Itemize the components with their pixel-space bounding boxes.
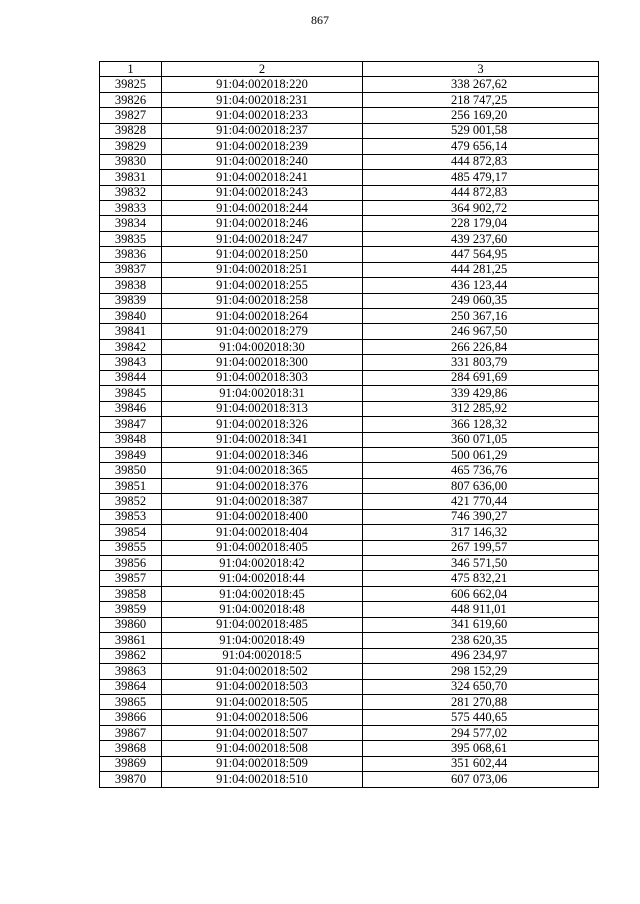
row-number-cell: 39838: [100, 278, 162, 293]
table-row: [100, 447, 599, 462]
table-row: [100, 694, 599, 709]
cadastral-value-cell: 439 237,60: [363, 231, 599, 246]
row-number-cell: 39837: [100, 262, 162, 277]
table-row: [100, 278, 599, 293]
table-row: [100, 339, 599, 354]
cadastral-number-cell: 91:04:002018:243: [162, 185, 363, 200]
cadastral-value-cell: 475 832,21: [363, 571, 599, 586]
cadastral-value-cell: 249 060,35: [363, 293, 599, 308]
row-number-cell: 39856: [100, 556, 162, 571]
cadastral-number-cell: 91:04:002018:376: [162, 478, 363, 493]
page-number: 867: [311, 13, 329, 27]
table-row: [100, 77, 599, 92]
cadastral-number-cell: 91:04:002018:45: [162, 586, 363, 601]
column-header-cadastral: 2: [162, 62, 363, 77]
cadastral-value-cell: 444 872,83: [363, 185, 599, 200]
cadastral-number-cell: 91:04:002018:404: [162, 525, 363, 540]
table-row: [100, 617, 599, 632]
row-number-cell: 39851: [100, 478, 162, 493]
cadastral-number-cell: 91:04:002018:508: [162, 741, 363, 756]
cadastral-number-cell: 91:04:002018:346: [162, 447, 363, 462]
cadastral-number-cell: 91:04:002018:303: [162, 370, 363, 385]
cadastral-number-cell: 91:04:002018:44: [162, 571, 363, 586]
table-row: [100, 432, 599, 447]
cadastral-value-cell: 281 270,88: [363, 694, 599, 709]
row-number-cell: 39868: [100, 741, 162, 756]
cadastral-value-cell: 324 650,70: [363, 679, 599, 694]
cadastral-value-cell: 364 902,72: [363, 200, 599, 215]
cadastral-number-cell: 91:04:002018:240: [162, 154, 363, 169]
table-row: [100, 509, 599, 524]
row-number-cell: 39842: [100, 339, 162, 354]
table-row: [100, 494, 599, 509]
row-number-cell: 39861: [100, 633, 162, 648]
cadastral-number-cell: 91:04:002018:233: [162, 108, 363, 123]
cadastral-value-cell: 339 429,86: [363, 386, 599, 401]
cadastral-value-cell: 338 267,62: [363, 77, 599, 92]
row-number-cell: 39846: [100, 401, 162, 416]
table-row: [100, 478, 599, 493]
row-number-cell: 39831: [100, 170, 162, 185]
table-row: [100, 401, 599, 416]
cadastral-value-cell: 228 179,04: [363, 216, 599, 231]
table-row: [100, 664, 599, 679]
cadastral-number-cell: 91:04:002018:258: [162, 293, 363, 308]
table-row: [100, 231, 599, 246]
cadastral-number-cell: 91:04:002018:239: [162, 139, 363, 154]
cadastral-number-cell: 91:04:002018:247: [162, 231, 363, 246]
table-row: [100, 540, 599, 555]
row-number-cell: 39867: [100, 725, 162, 740]
table-row: [100, 309, 599, 324]
cadastral-value-cell: 346 571,50: [363, 556, 599, 571]
cadastral-number-cell: 91:04:002018:5: [162, 648, 363, 663]
row-number-cell: 39832: [100, 185, 162, 200]
cadastral-value-cell: 360 071,05: [363, 432, 599, 447]
cadastral-value-cell: 256 169,20: [363, 108, 599, 123]
row-number-cell: 39849: [100, 447, 162, 462]
table-row: [100, 247, 599, 262]
row-number-cell: 39870: [100, 772, 162, 787]
cadastral-value-cell: 496 234,97: [363, 648, 599, 663]
cadastral-value-cell: 284 691,69: [363, 370, 599, 385]
cadastral-number-cell: 91:04:002018:365: [162, 463, 363, 478]
table-row: [100, 772, 599, 787]
table-row: [100, 262, 599, 277]
row-number-cell: 39869: [100, 756, 162, 771]
cadastral-value-cell: 575 440,65: [363, 710, 599, 725]
table-row: [100, 633, 599, 648]
cadastral-number-cell: 91:04:002018:241: [162, 170, 363, 185]
column-header-value: 3: [363, 62, 599, 77]
cadastral-number-cell: 91:04:002018:505: [162, 694, 363, 709]
table-row: [100, 170, 599, 185]
row-number-cell: 39865: [100, 694, 162, 709]
cadastral-number-cell: 91:04:002018:220: [162, 77, 363, 92]
table-row: [100, 92, 599, 107]
cadastral-number-cell: 91:04:002018:279: [162, 324, 363, 339]
cadastral-value-cell: 395 068,61: [363, 741, 599, 756]
table-row: [100, 463, 599, 478]
cadastral-value-cell: 606 662,04: [363, 586, 599, 601]
row-number-cell: 39827: [100, 108, 162, 123]
cadastral-value-cell: 485 479,17: [363, 170, 599, 185]
row-number-cell: 39828: [100, 123, 162, 138]
cadastral-number-cell: 91:04:002018:485: [162, 617, 363, 632]
row-number-cell: 39859: [100, 602, 162, 617]
row-number-cell: 39836: [100, 247, 162, 262]
table-row: [100, 139, 599, 154]
cadastral-value-cell: 444 281,25: [363, 262, 599, 277]
row-number-cell: 39830: [100, 154, 162, 169]
table-row: [100, 386, 599, 401]
cadastral-value-cell: 312 285,92: [363, 401, 599, 416]
row-number-cell: 39862: [100, 648, 162, 663]
cadastral-number-cell: 91:04:002018:48: [162, 602, 363, 617]
row-number-cell: 39854: [100, 525, 162, 540]
row-number-cell: 39835: [100, 231, 162, 246]
table-row: [100, 571, 599, 586]
cadastral-number-cell: 91:04:002018:503: [162, 679, 363, 694]
cadastral-value-cell: 448 911,01: [363, 602, 599, 617]
row-number-cell: 39841: [100, 324, 162, 339]
row-number-cell: 39852: [100, 494, 162, 509]
table-row: [100, 679, 599, 694]
cadastral-value-cell: 267 199,57: [363, 540, 599, 555]
cadastral-number-cell: 91:04:002018:405: [162, 540, 363, 555]
cadastral-number-cell: 91:04:002018:510: [162, 772, 363, 787]
table-row: [100, 185, 599, 200]
cadastral-number-cell: 91:04:002018:42: [162, 556, 363, 571]
row-number-cell: 39825: [100, 77, 162, 92]
table-row: [100, 123, 599, 138]
row-number-cell: 39863: [100, 664, 162, 679]
table-row: [100, 293, 599, 308]
row-number-cell: 39833: [100, 200, 162, 215]
table-header-row: [100, 62, 599, 77]
cadastral-value-cell: 436 123,44: [363, 278, 599, 293]
row-number-cell: 39839: [100, 293, 162, 308]
cadastral-value-cell: 746 390,27: [363, 509, 599, 524]
cadastral-value-cell: 246 967,50: [363, 324, 599, 339]
row-number-cell: 39840: [100, 309, 162, 324]
row-number-cell: 39834: [100, 216, 162, 231]
cadastral-number-cell: 91:04:002018:313: [162, 401, 363, 416]
table-row: [100, 154, 599, 169]
cadastral-number-cell: 91:04:002018:502: [162, 664, 363, 679]
cadastral-number-cell: 91:04:002018:31: [162, 386, 363, 401]
cadastral-number-cell: 91:04:002018:255: [162, 278, 363, 293]
cadastral-number-cell: 91:04:002018:49: [162, 633, 363, 648]
cadastral-number-cell: 91:04:002018:507: [162, 725, 363, 740]
table-row: [100, 525, 599, 540]
table-row: [100, 200, 599, 215]
table-row: [100, 324, 599, 339]
row-number-cell: 39860: [100, 617, 162, 632]
cadastral-value-cell: 366 128,32: [363, 417, 599, 432]
row-number-cell: 39847: [100, 417, 162, 432]
cadastral-number-cell: 91:04:002018:244: [162, 200, 363, 215]
row-number-cell: 39826: [100, 92, 162, 107]
row-number-cell: 39848: [100, 432, 162, 447]
table-row: [100, 417, 599, 432]
cadastral-number-cell: 91:04:002018:341: [162, 432, 363, 447]
table-row: [100, 710, 599, 725]
row-number-cell: 39843: [100, 355, 162, 370]
cadastral-value-cell: 294 577,02: [363, 725, 599, 740]
cadastral-number-cell: 91:04:002018:387: [162, 494, 363, 509]
cadastral-value-cell: 238 620,35: [363, 633, 599, 648]
row-number-cell: 39864: [100, 679, 162, 694]
row-number-cell: 39844: [100, 370, 162, 385]
cadastral-number-cell: 91:04:002018:326: [162, 417, 363, 432]
cadastral-value-cell: 479 656,14: [363, 139, 599, 154]
cadastral-value-cell: 444 872,83: [363, 154, 599, 169]
cadastral-number-cell: 91:04:002018:250: [162, 247, 363, 262]
cadastral-number-cell: 91:04:002018:400: [162, 509, 363, 524]
cadastral-value-cell: 266 226,84: [363, 339, 599, 354]
table-row: [100, 725, 599, 740]
cadastral-value-cell: 341 619,60: [363, 617, 599, 632]
cadastral-number-cell: 91:04:002018:30: [162, 339, 363, 354]
cadastral-value-cell: 218 747,25: [363, 92, 599, 107]
cadastral-number-cell: 91:04:002018:246: [162, 216, 363, 231]
cadastral-value-cell: 298 152,29: [363, 664, 599, 679]
row-number-cell: 39845: [100, 386, 162, 401]
table-row: [100, 556, 599, 571]
table-row: [100, 586, 599, 601]
cadastral-number-cell: 91:04:002018:251: [162, 262, 363, 277]
cadastral-value-cell: 351 602,44: [363, 756, 599, 771]
table-row: [100, 108, 599, 123]
row-number-cell: 39853: [100, 509, 162, 524]
cadastral-number-cell: 91:04:002018:300: [162, 355, 363, 370]
cadastral-value-cell: 607 073,06: [363, 772, 599, 787]
cadastral-value-cell: 807 636,00: [363, 478, 599, 493]
cadastral-value-cell: 500 061,29: [363, 447, 599, 462]
row-number-cell: 39857: [100, 571, 162, 586]
cadastral-value-cell: 331 803,79: [363, 355, 599, 370]
table-row: [100, 355, 599, 370]
cadastral-value-cell: 465 736,76: [363, 463, 599, 478]
registry-table: [99, 61, 599, 788]
cadastral-value-cell: 447 564,95: [363, 247, 599, 262]
cadastral-value-cell: 250 367,16: [363, 309, 599, 324]
cadastral-value-cell: 529 001,58: [363, 123, 599, 138]
table-row: [100, 756, 599, 771]
row-number-cell: 39855: [100, 540, 162, 555]
cadastral-value-cell: 317 146,32: [363, 525, 599, 540]
cadastral-number-cell: 91:04:002018:231: [162, 92, 363, 107]
cadastral-number-cell: 91:04:002018:509: [162, 756, 363, 771]
cadastral-number-cell: 91:04:002018:506: [162, 710, 363, 725]
cadastral-number-cell: 91:04:002018:264: [162, 309, 363, 324]
table-row: [100, 648, 599, 663]
column-header-number: 1: [100, 62, 162, 77]
row-number-cell: 39858: [100, 586, 162, 601]
table-row: [100, 602, 599, 617]
cadastral-number-cell: 91:04:002018:237: [162, 123, 363, 138]
table-row: [100, 741, 599, 756]
table-row: [100, 216, 599, 231]
cadastral-value-cell: 421 770,44: [363, 494, 599, 509]
row-number-cell: 39866: [100, 710, 162, 725]
row-number-cell: 39829: [100, 139, 162, 154]
row-number-cell: 39850: [100, 463, 162, 478]
table-row: [100, 370, 599, 385]
